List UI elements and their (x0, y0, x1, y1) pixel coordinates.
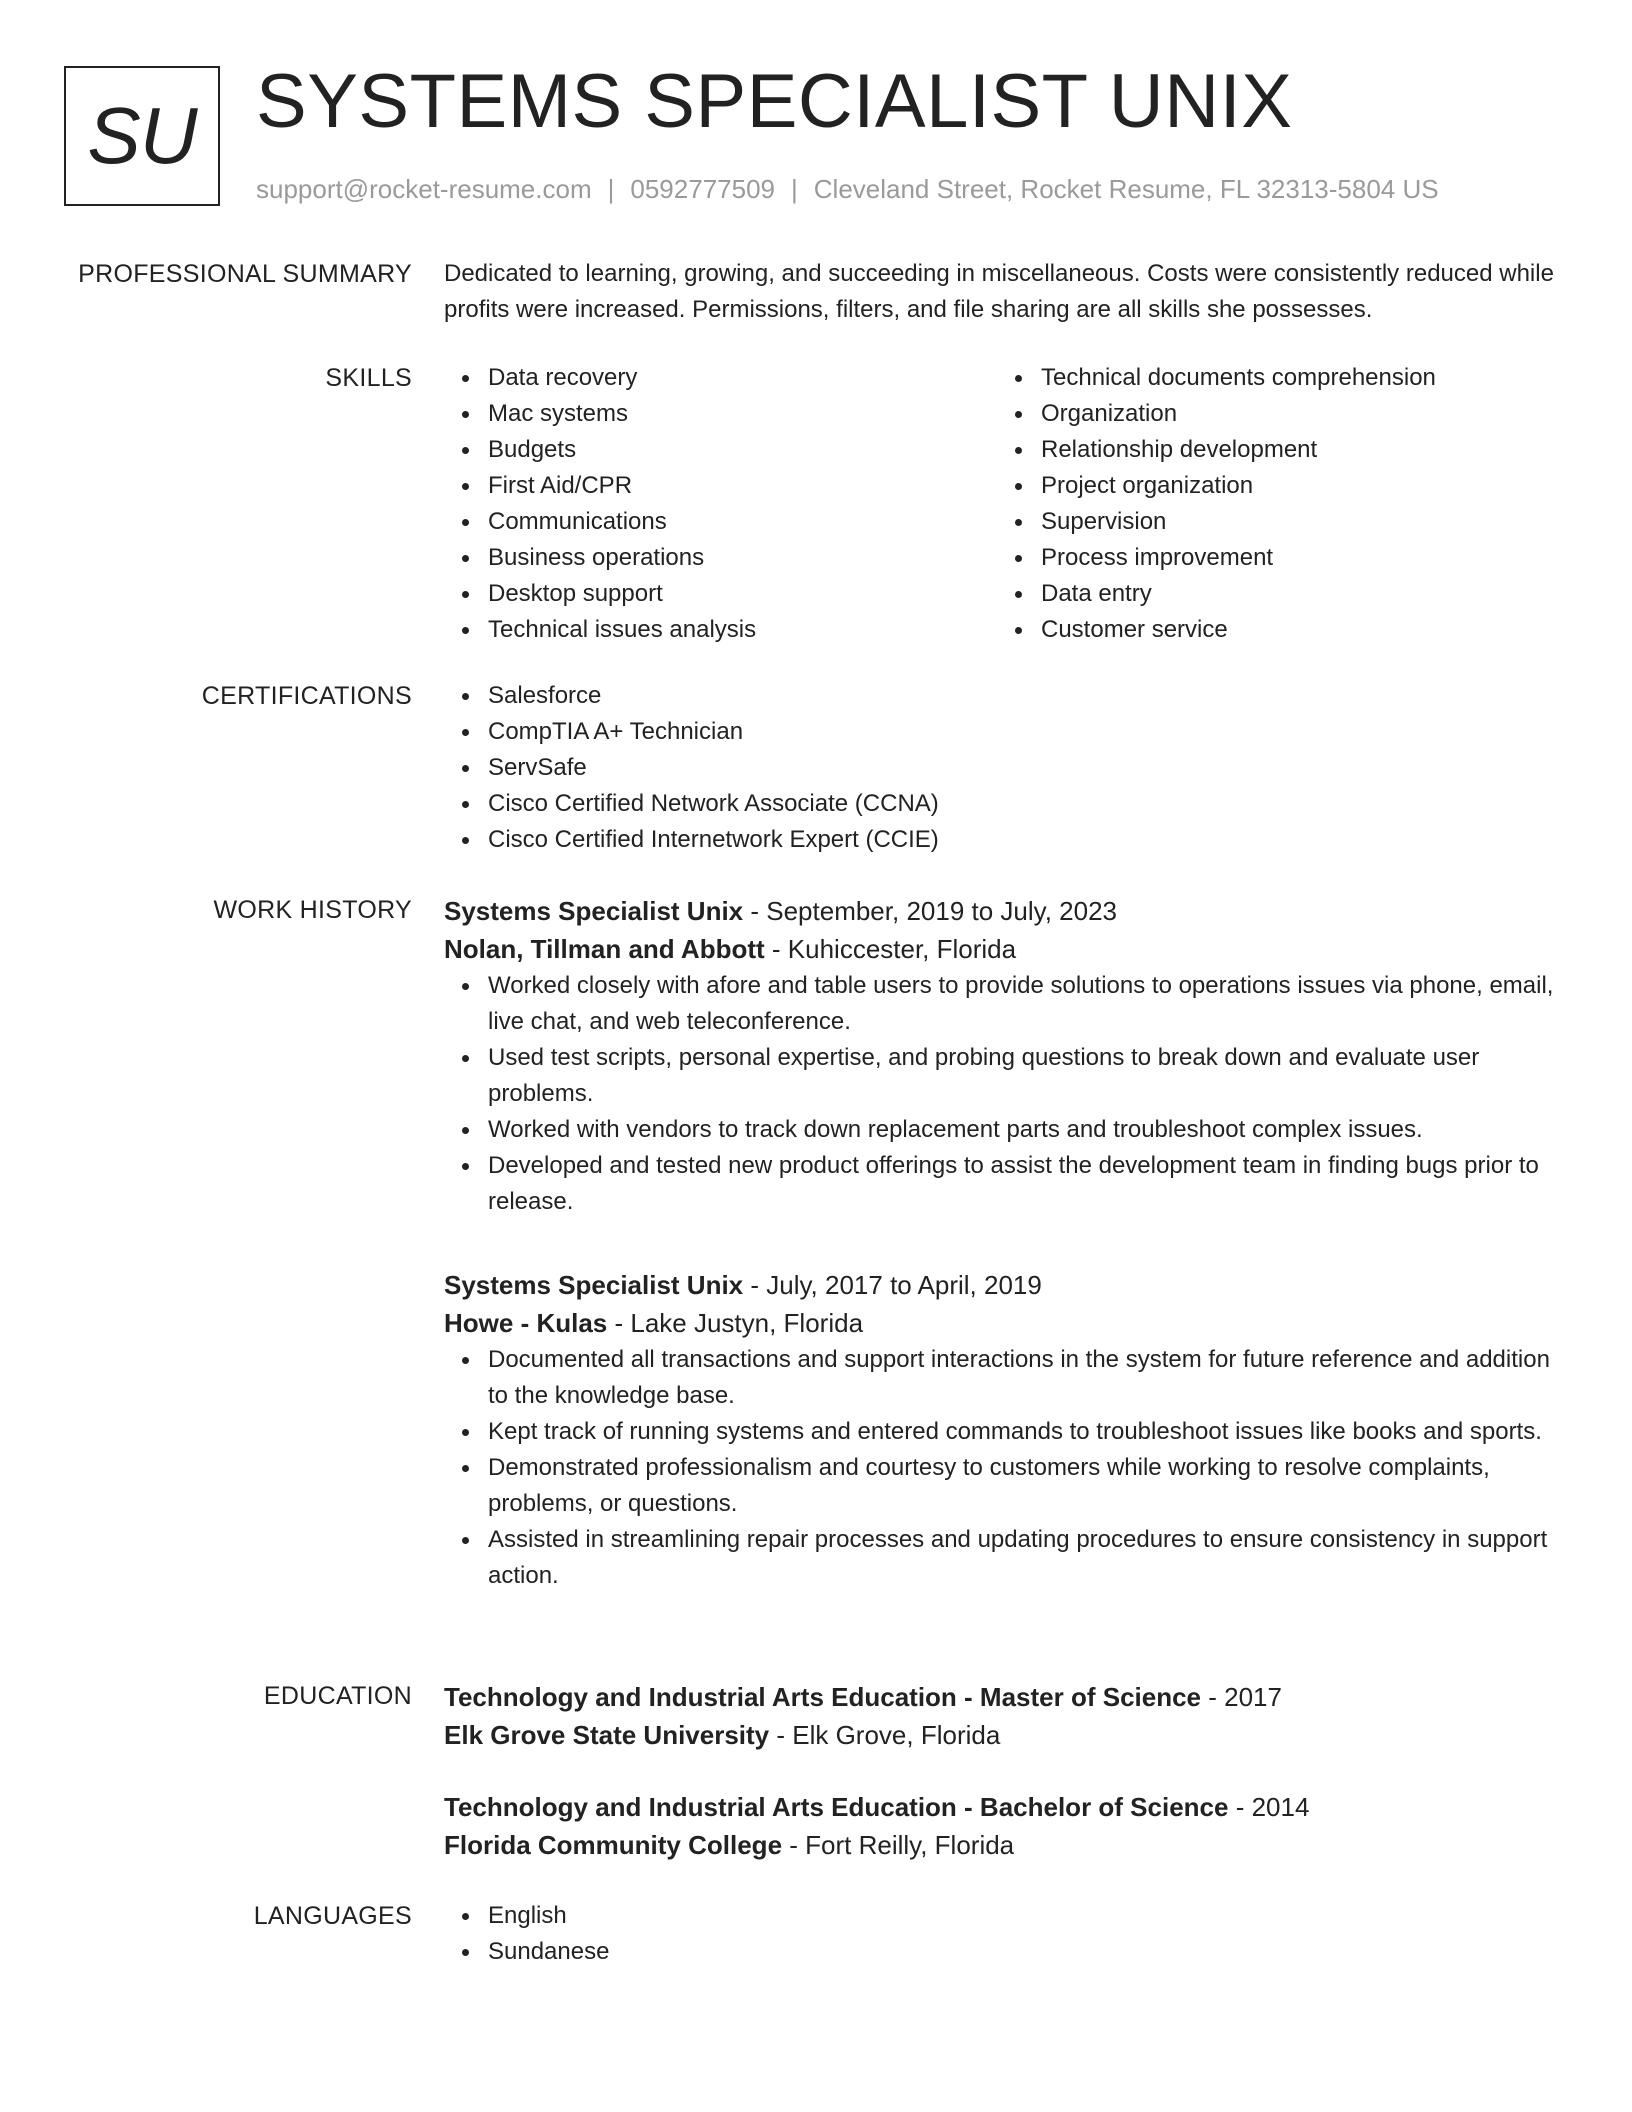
languages-list (444, 1898, 1564, 1970)
contact-address: Cleveland Street, Rocket Resume, FL 32313-5804 US (813, 174, 1439, 204)
job-company-line (444, 1304, 1564, 1342)
work-body (444, 892, 1564, 1220)
certifications-heading: CERTIFICATIONS (201, 682, 412, 710)
job-title-line (444, 892, 1564, 930)
skill-item: Data recovery (488, 360, 997, 396)
language-item: English (488, 1898, 1564, 1934)
education-degree-line (444, 1788, 1564, 1826)
job-title-line (444, 1266, 1564, 1304)
skill-item: Desktop support (488, 576, 997, 612)
contact-separator: | (607, 174, 615, 204)
skill-item: Supervision (1041, 504, 1564, 540)
contact-line (256, 172, 1439, 206)
job-bullet: Documented all transactions and support interactions in the system for future reference and addition to the knowledge base. (488, 1342, 1564, 1414)
language-item: Sundanese (488, 1934, 1564, 1970)
certification-item: Salesforce (488, 678, 1564, 714)
job-role: Systems Specialist Unix (444, 1270, 744, 1300)
job-bullet: Demonstrated professionalism and courtesy to customers while working to resolve complaints, problems, or questions. (488, 1450, 1564, 1522)
certification-item: ServSafe (488, 750, 1564, 786)
work-body-2 (444, 1266, 1564, 1594)
education-entry (444, 1788, 1564, 1864)
job-company: Nolan, Tillman and Abbott (444, 934, 765, 964)
certifications-list (444, 678, 1564, 858)
skill-item: Technical documents comprehension (1041, 360, 1564, 396)
contact-separator: | (791, 174, 798, 204)
education-year: - 2017 (1201, 1682, 1282, 1712)
job-bullet: Kept track of running systems and entered commands to troubleshoot issues like books and sports. (488, 1414, 1564, 1450)
certification-item: Cisco Certified Network Associate (CCNA) (488, 786, 1564, 822)
skills-list-right (997, 360, 1564, 648)
education-location: - Fort Reilly, Florida (782, 1830, 1015, 1860)
job-company: Howe - Kulas (444, 1308, 608, 1338)
job-entry (444, 1266, 1564, 1594)
languages-body (444, 1898, 1564, 1970)
skill-item: Business operations (488, 540, 997, 576)
education-body (444, 1678, 1564, 1754)
job-company-line (444, 930, 1564, 968)
skill-item: Relationship development (1041, 432, 1564, 468)
job-location: - Lake Justyn, Florida (607, 1308, 864, 1338)
skill-item: Customer service (1041, 612, 1564, 648)
skill-item: Process improvement (1041, 540, 1564, 576)
skill-item: Technical issues analysis (488, 612, 997, 648)
education-entry (444, 1678, 1564, 1754)
work-heading: WORK HISTORY (213, 896, 412, 924)
education-year: - 2014 (1228, 1792, 1310, 1822)
contact-email: support@rocket-resume.com (256, 174, 592, 204)
certifications-body (444, 678, 1564, 858)
education-degree: Technology and Industrial Arts Education - Bachelor of Science (444, 1792, 1229, 1822)
certification-item: CompTIA A+ Technician (488, 714, 1564, 750)
job-bullet: Developed and tested new product offerings to assist the development team in finding bugs prior to release. (488, 1148, 1564, 1220)
job-bullet: Used test scripts, personal expertise, and probing questions to break down and evaluate user problems. (488, 1040, 1564, 1112)
education-heading: EDUCATION (263, 1682, 412, 1710)
job-bullet-list (444, 968, 1564, 1220)
summary-body (444, 256, 1564, 328)
education-degree: Technology and Industrial Arts Education - Master of Science (444, 1682, 1202, 1712)
languages-heading: LANGUAGES (253, 1902, 412, 1930)
education-school-line (444, 1826, 1564, 1864)
job-role: Systems Specialist Unix (444, 896, 744, 926)
job-bullet: Worked with vendors to track down replacement parts and troubleshoot complex issues. (488, 1112, 1564, 1148)
job-bullet-list (444, 1342, 1564, 1594)
education-school-line (444, 1716, 1564, 1754)
skills-body (444, 360, 1564, 648)
education-school: Elk Grove State University (444, 1720, 770, 1750)
summary-text: Dedicated to learning, growing, and succeeding in miscellaneous. Costs were consistently reduced while profits were increased. Permissions, filters, and file sharing are all skills she possesses. (444, 260, 1554, 323)
certification-item: Cisco Certified Internetwork Expert (CCIE) (488, 822, 1564, 858)
skill-item: Organization (1041, 396, 1564, 432)
monogram-logo: SU (64, 66, 220, 206)
skill-item: First Aid/CPR (488, 468, 997, 504)
skill-item: Communications (488, 504, 997, 540)
job-dates: - July, 2017 to April, 2019 (743, 1270, 1042, 1300)
job-location: - Kuhiccester, Florida (764, 934, 1017, 964)
candidate-name: SYSTEMS SPECIALIST UNIX (256, 59, 1293, 144)
job-bullet: Worked closely with afore and table users to provide solutions to operations issues via phone, email, live chat, and web teleconference. (488, 968, 1564, 1040)
skills-list-left (444, 360, 997, 648)
skill-item: Mac systems (488, 396, 997, 432)
skill-item: Project organization (1041, 468, 1564, 504)
job-bullet: Assisted in streamlining repair processes and updating procedures to ensure consistency in support action. (488, 1522, 1564, 1594)
education-body-2 (444, 1788, 1564, 1864)
skills-heading: SKILLS (325, 364, 412, 392)
job-entry (444, 892, 1564, 1220)
education-degree-line (444, 1678, 1564, 1716)
job-dates: - September, 2019 to July, 2023 (743, 896, 1118, 926)
skill-item: Budgets (488, 432, 997, 468)
summary-heading: PROFESSIONAL SUMMARY (78, 260, 412, 288)
education-school: Florida Community College (444, 1830, 783, 1860)
skill-item: Data entry (1041, 576, 1564, 612)
contact-phone: 0592777509 (630, 174, 775, 204)
education-location: - Elk Grove, Florida (769, 1720, 1001, 1750)
